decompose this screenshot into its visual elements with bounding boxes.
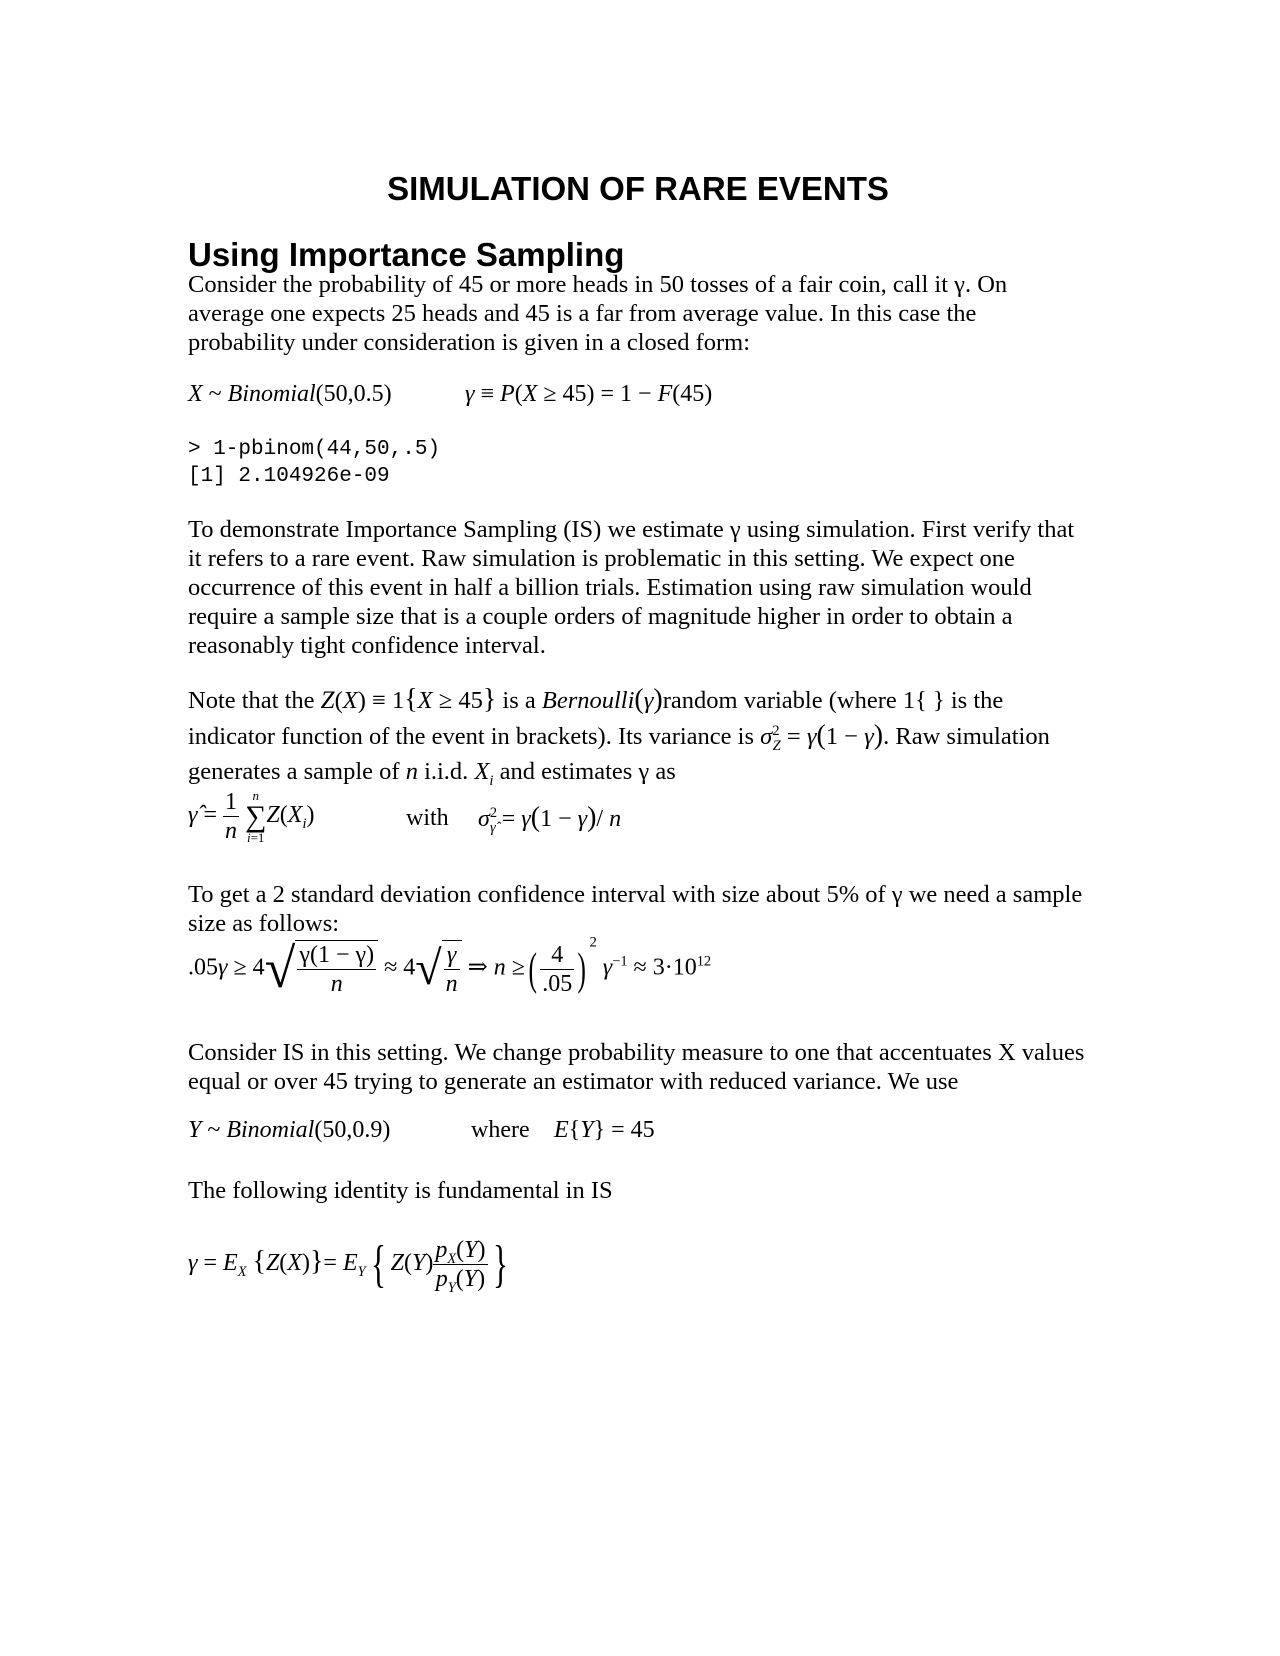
is-setting-paragraph: Consider IS in this setting. We change probability measure to one that accentuates X values equal or over 45 trying to generate an estimator with reduced variance. We use: [188, 1039, 1085, 1095]
motivation-paragraph: To demonstrate Importance Sampling (IS) we estimate γ using simulation. First verify that it refers to a rare event. Raw simulation is problematic in this setting. We expect one occurrence of this event in half a billion trials. Estimation using raw simulation would require a sample size that is a couple orders of magnitude higher in order to obtain a reasonably tight confidence interval.: [188, 516, 1075, 659]
identity-intro: The following identity is fundamental in IS: [188, 1177, 613, 1204]
variance-paragraph: [188, 682, 1088, 789]
estimator-variance: $\sigma^2_{\gammâ} = \gamma(1 - \gamma)/$ n: [478, 802, 622, 836]
where-label: where: [471, 1117, 530, 1143]
with-label: with: [406, 805, 449, 831]
alt-binomial-definition: Y ~ Binomial(50,0.9): [188, 1117, 391, 1143]
estimator-equation: γ̂ = $\frac{1}{n}$ n ∑ $i=1Z(X_i)$: [188, 787, 315, 845]
r-command: > 1-pbinom(44,50,.5): [188, 438, 441, 461]
expectation-equation: E{Y} = 45: [554, 1117, 655, 1143]
variance-line-1: Note that the Z(X) ≡ 1{X ≥ 45} is a Bernoulli(γ)random variable (where 1{ } is the: [188, 684, 1004, 715]
binomial-definition: X ~ Binomial(50,0.5): [188, 381, 392, 407]
gamma-definition: γ ≡ P(X ≥ 45) = 1 − F(45): [465, 381, 713, 407]
variance-line-2: indicator function of the event in brackets). Its variance is $\sigma^2_Z = \gamma(1 - \gamma)$. Raw simulation: [188, 720, 1050, 754]
r-output: [1] 2.104926e-09: [188, 465, 390, 488]
variance-line-3: generates a sample of n i.i.d. $X_i$ and estimates γ as: [188, 758, 676, 789]
r-code-block: [188, 436, 440, 490]
section-heading: Using Importance Sampling: [188, 236, 625, 273]
sample-size-equation: .05γ ≥ 4√ $\frac{\gamma(1 - \gamma)}{n}$ ≈ 4√ $\frac{\gamma}{n}$ ⇒ n ≥( $\frac{4}{.05}$ )$^2$ $\gamma^{-1} \approx 3\cdot 10^{12}$: [188, 934, 712, 1000]
is-identity-equation: $\gamma = E_X$ $\{Z(X)\}= E_Y${ Z(Y) $\frac{p_X(Y)}{p_Y(Y)}$ }: [188, 1235, 508, 1296]
document-title: SIMULATION OF RARE EVENTS: [387, 170, 889, 207]
sample-size-paragraph: To get a 2 standard deviation confidence interval with size about 5% of γ we need a sample size as follows:: [188, 881, 1083, 937]
intro-paragraph: Consider the probability of 45 or more heads in 50 tosses of a fair coin, call it γ. On average one expects 25 heads and 45 is a far from average value. In this case the probability under consideration is given in a closed form:: [188, 271, 1008, 356]
